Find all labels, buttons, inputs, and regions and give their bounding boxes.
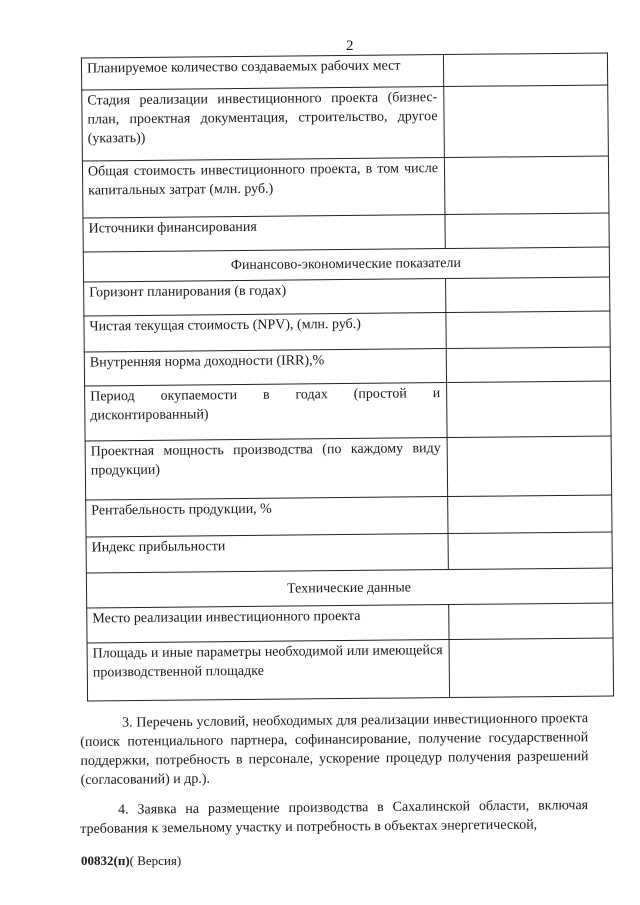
investment-project-table <box>81 52 614 701</box>
row-value-cell <box>445 213 609 248</box>
row-label: Рентабельность продукции, % <box>86 497 448 537</box>
row-label: Индекс прибыльности <box>86 533 448 573</box>
table-row <box>85 380 612 441</box>
row-label: Проектная мощность производства (по каждому виду продукции) <box>85 438 448 500</box>
row-value-cell <box>444 85 609 158</box>
table-row <box>82 156 609 218</box>
table-row <box>84 311 610 353</box>
row-value-cell <box>447 380 612 437</box>
investment-project-table-wrapper <box>81 52 613 701</box>
paragraph-3-conditions: 3. Перечень условий, необходимых для реализации инвестиционного проекта (поиск потенциального партнера, софинансирование, получение государственной поддержки, потребность в персонале, ускорение процедур получения разрешений (согласований) и др.). <box>80 711 589 788</box>
row-label: Площадь и иные параметры необходимой или имеющейся производственной площадке <box>87 640 450 701</box>
section-heading-technical: Технические данные <box>86 568 612 608</box>
row-value-cell <box>446 311 610 349</box>
table-row <box>86 495 612 537</box>
table-row <box>81 53 607 91</box>
table-row <box>83 213 609 252</box>
row-value-cell <box>446 277 610 312</box>
row-value-cell <box>448 495 612 533</box>
row-label: Стадия реализации инвестиционного проекта (бизнес-план, проектная документация, строительство, другое (указать)) <box>82 87 445 161</box>
table-row <box>87 638 614 701</box>
section-heading-financial: Финансово-экономические показатели <box>83 247 609 282</box>
row-value-cell <box>444 156 609 214</box>
table-row <box>85 436 612 500</box>
document-version: ( Версия) <box>129 853 182 868</box>
section-row <box>83 247 609 282</box>
row-label: Внутренняя норма доходности (IRR),% <box>84 349 446 386</box>
row-label: Горизонт планирования (в годах) <box>84 279 446 316</box>
row-label: Источники финансирования <box>83 215 445 252</box>
row-label: Чистая текущая стоимость (NPV), (млн. руб.) <box>84 312 446 352</box>
section-row <box>86 568 612 608</box>
paragraph-4-production-request: 4. Заявка на размещение производства в Сахалинской области, включая требования к земельному участку и потребность в объектах энергетической, <box>80 798 589 837</box>
row-value-cell <box>443 53 607 87</box>
row-label: Общая стоимость инвестиционного проекта, в том числе капитальных затрат (млн. руб.) <box>82 158 445 218</box>
table-row <box>84 347 610 386</box>
row-value-cell <box>449 603 613 640</box>
table-row <box>87 603 613 644</box>
document-code: 00832(п) <box>81 853 130 868</box>
table-row <box>84 277 610 316</box>
table-row <box>86 532 612 574</box>
row-label: Место реализации инвестиционного проекта <box>87 604 449 643</box>
row-value-cell <box>447 436 612 496</box>
table-row <box>82 85 609 161</box>
row-value-cell <box>449 638 614 698</box>
row-value-cell <box>446 347 610 382</box>
row-label: Период окупаемости в годах (простой и дисконтированный) <box>85 382 448 441</box>
document-footer <box>81 853 181 869</box>
page-number: 2 <box>346 38 354 54</box>
row-value-cell <box>448 532 612 570</box>
row-label: Планируемое количество создаваемых рабочих мест <box>81 55 443 91</box>
